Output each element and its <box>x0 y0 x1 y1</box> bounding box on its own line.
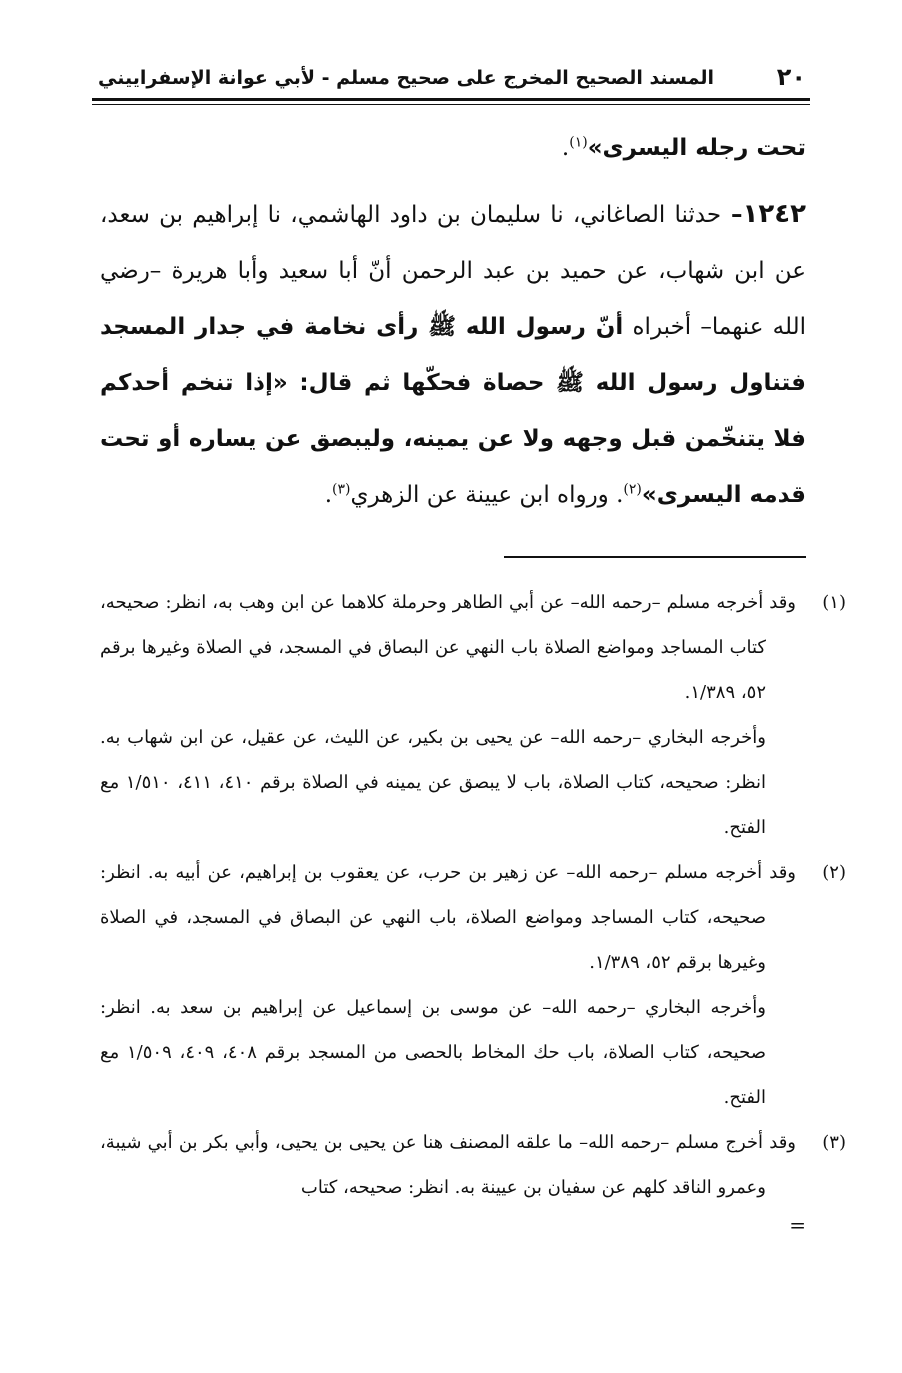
footnote-2-text: (٢)وقد أخرجه مسلم –رحمه الله– عن زهير بن حرب، عن يعقوب بن إبراهيم، عن أبيه به. انظر: صحيحه، كتاب المساجد ومواضع الصلاة، باب النهي عن البصاق في المسجد، في الصلاة وغيرها برقم ٥٢، ١/٣٨٩. <box>100 862 846 973</box>
continuation-text: تحت رجله اليسرى» <box>587 135 806 161</box>
hadith-after-matn: . ورواه ابن عيينة عن الزهري <box>350 482 624 508</box>
footnote-1-body: وقد أخرجه مسلم –رحمه الله– عن أبي الطاهر وحرملة كلاهما عن ابن وهب به، انظر: صحيحه، كتاب المساجد ومواضع الصلاة باب النهي عن البصاق في المسجد، في الصلاة وغيرها برقم ٥٢، ١/٣٨٩. <box>100 592 796 703</box>
header-rule-thin <box>92 104 810 105</box>
footnote-3-body: وقد أخرج مسلم –رحمه الله– ما علقه المصنف هنا عن يحيى بن يحيى، وأبي بكر بن أبي شيبة، وعمرو الناقد كلهم عن سفيان بن عيينة به. انظر: صحيحه، كتاب <box>100 1132 796 1198</box>
footnote-separator <box>504 556 806 558</box>
footnote-ref-1: (١) <box>569 134 588 151</box>
hadith-dash: – <box>721 202 743 228</box>
header-rule-thick <box>92 98 810 101</box>
footnote-1-extra: وأخرجه البخاري –رحمه الله– عن يحيى بن بكير، عن الليث، عن عقيل، عن ابن شهاب به. انظر: صحيحه، كتاب الصلاة، باب لا يبصق عن يمينه في الصلاة برقم ٤١٠، ٤١١، ١/٥١٠ مع الفتح. <box>100 727 767 838</box>
footnote-ref-2: (٢) <box>623 481 642 498</box>
footnote-1-text: (١)وقد أخرجه مسلم –رحمه الله– عن أبي الطاهر وحرملة كلاهما عن ابن وهب به، انظر: صحيحه، كتاب المساجد ومواضع الصلاة باب النهي عن البصاق في المسجد، في الصلاة وغيرها برقم ٥٢، ١/٣٨٩. <box>100 592 846 703</box>
page-number: ٢٠ <box>776 63 806 91</box>
continuation-line <box>100 120 806 176</box>
footnote-2 <box>100 850 846 1120</box>
continuation-end: . <box>561 135 570 161</box>
hadith-paragraph <box>100 186 806 523</box>
footnote-ref-3: (٣) <box>332 481 351 498</box>
footnote-3-text: (٣)وقد أخرج مسلم –رحمه الله– ما علقه المصنف هنا عن يحيى بن يحيى، وأبي بكر بن أبي شيبة، وعمرو الناقد كلهم عن سفيان بن عيينة به. انظر: صحيحه، كتاب <box>100 1132 846 1198</box>
footnote-2-body: وقد أخرجه مسلم –رحمه الله– عن زهير بن حرب، عن يعقوب بن إبراهيم، عن أبيه به. انظر: صحيحه، كتاب المساجد ومواضع الصلاة، باب النهي عن البصاق في المسجد، في الصلاة وغيرها برقم ٥٢، ١/٣٨٩. <box>100 862 796 973</box>
hadith-matn: أنّ رسول الله ﷺ رأى نخامة في جدار المسجد فتناول رسول الله ﷺ حصاة فحكّها ثم قال: «إذا تنخم أحدكم فلا يتنخّمن قبل وجهه ولا عن يمينه، وليبصق عن يساره أو تحت قدمه اليسرى» <box>100 314 806 508</box>
continuation-marker: = <box>789 1213 806 1237</box>
hadith-number: ١٢٤٢ <box>742 199 806 229</box>
hadith-isnad: حدثنا الصاغاني، نا سليمان بن داود الهاشمي، نا إبراهيم بن سعد، عن ابن شهاب، عن حميد بن عبد الرحمن أنّ أبا سعيد وأبا هريرة –رضي الله عنهما– أخبراه <box>100 202 806 340</box>
footnote-3 <box>100 1120 846 1210</box>
main-text <box>100 120 806 523</box>
footnote-1 <box>100 580 846 850</box>
hadith-end: . <box>324 482 332 508</box>
header-title: المسند الصحيح المخرج على صحيح مسلم - لأبي عوانة الإسفراييني <box>98 67 714 89</box>
footnote-2-extra: وأخرجه البخاري –رحمه الله– عن موسى بن إسماعيل عن إبراهيم بن سعد به. انظر: صحيحه، كتاب الصلاة، باب حك المخاط بالحصى من المسجد برقم ٤٠٨، ٤٠٩، ١/٥٠٩ مع الفتح. <box>100 997 766 1108</box>
running-header <box>92 62 810 96</box>
footnotes <box>100 580 846 1240</box>
